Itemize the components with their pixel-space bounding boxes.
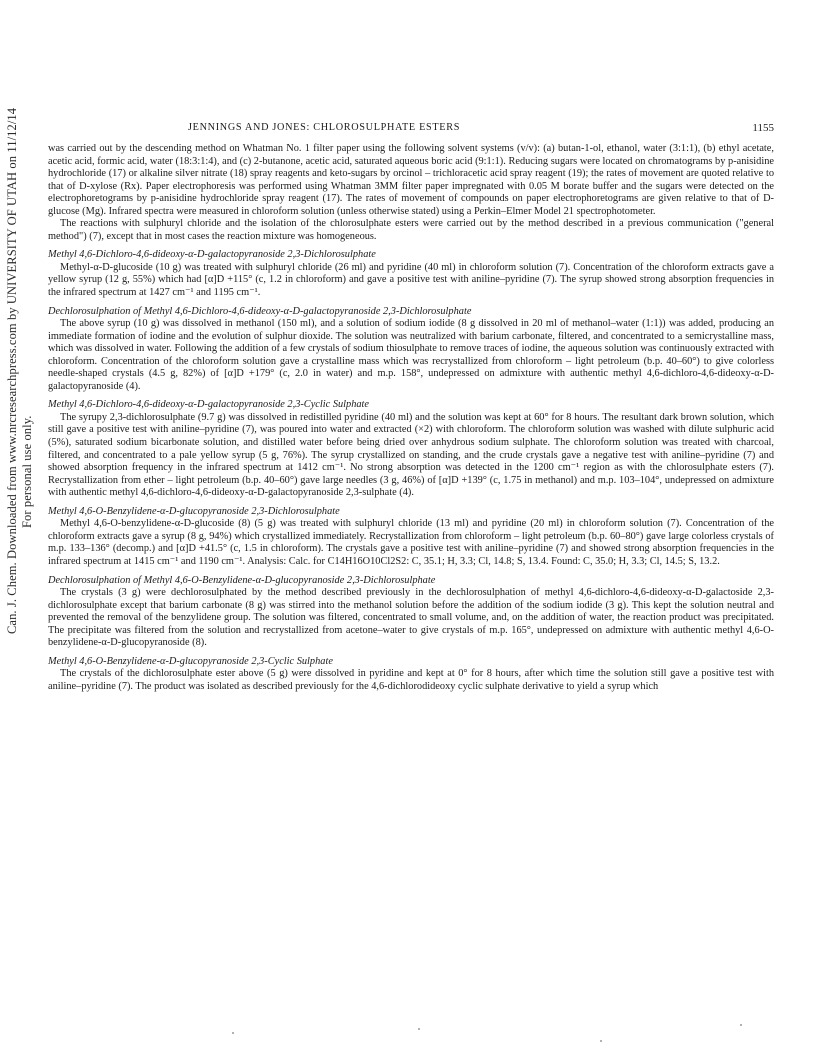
section-dechlorosulphation-galacto	[48, 306, 774, 394]
section-dechlorosulphation-benzylidene	[48, 575, 774, 650]
intro-paragraph-1: was carried out by the descending method on Whatman No. 1 filter paper using the following solvent systems (v/v): (a) butan-1-ol, ethanol, water (3:1:1), (b) ethyl acetate, acetic acid, formic acid, water (18:3:1:4), and (c) 2-butanone, acetic acid, saturated aqueous boric acid (9:1:1). Reducing sugars were located on chromatograms by p-anisidine hydrochloride (17) or alkaline silver nitrate (18) spray reagents and keto-sugars by orcinol – trichloracetic acid spray reagent (19); the rates of movement are quoted relative to that of D-xylose (Rx). Paper electrophoresis was performed using Whatman 3MM filter paper impregnated with 0.05 M borate buffer and the sugars were detected on the electrophoretograms by p-anisidine hydrochloride spray reagent (17). The rates of movement of compounds on paper electrophoretograms are given relative to that of D-glucose (Mg). Infrared spectra were measured in chloroform solution (unless otherwise stated) using a Perkin–Elmer Model 21 spectrophotometer.	[48, 143, 774, 217]
page-number: 1155	[752, 122, 774, 134]
article-body	[48, 143, 774, 693]
scan-speck	[740, 1024, 742, 1026]
section-cyclic-sulphate-galacto	[48, 399, 774, 499]
section-dichlorosulphate-benzylidene	[48, 506, 774, 569]
section-title: Methyl 4,6-Dichloro-4,6-dideoxy-α-D-galactopyranoside 2,3-Cyclic Sulphate	[48, 399, 370, 411]
section-title: Methyl 4,6-O-Benzylidene-α-D-glucopyranoside 2,3-Cyclic Sulphate	[48, 655, 333, 667]
scan-speck	[600, 1040, 602, 1042]
section-text: Methyl 4,6-O-benzylidene-α-D-glucoside (8) (5 g) was treated with sulphuryl chloride (13 ml) and pyridine (20 ml) in chloroform solution (7). Concentration of the chloroform extracts gave a syrup (8 g, 94%) which crystallized immediately. Recrystallization from chloroform – light petroleum (b.p. 60–80°) gave large colorless crystals of m.p. 133–136° (decomp.) and [α]D +41.5° (c, 1.5 in chloroform). The crystals gave a positive test with aniline–pyridine (7) and showed strong absorption frequencies in the infrared spectrum at 1415 cm⁻¹ and 1190 cm⁻¹. Analysis: Calc. for C14H16O10Cl2S2: C, 35.1; H, 3.3; Cl, 14.8; S, 13.4. Found: C, 35.0; H, 3.3; Cl, 14.5; S, 13.2.	[48, 518, 774, 567]
section-text: The syrupy 2,3-dichlorosulphate (9.7 g) was dissolved in redistilled pyridine (40 ml) and the solution was kept at 60° for 8 hours. The resultant dark brown solution, which still gave a positive test with aniline–pyridine (7), was poured into water and extracted (×2) with chloroform. The chloroform solution was washed with dilute sulphuric acid (5%), saturated sodium bicarbonate solution, and distilled water before being dried over anhydrous sodium sulphate. The chloroform solution was treated with charcoal, filtered, and concentrated to a pale yellow syrup (5 g, 76%). The syrup crystallized on standing, and the crude crystals gave a negative test with aniline–pyridine (7) and showed absorption frequency in the infrared spectrum at 1412 cm⁻¹. No strong absorption was detected in the 1200 cm⁻¹ region as with the chlorosulphate esters (7). Recrystallization from ether – light petroleum (b.p. 40–60°) gave large needles (3 g, 46%) of [α]D +139° (c, 1.75 in methanol) and m.p. 103–104°, undepressed on admixture with authentic methyl 4,6-dichloro-4,6-dideoxy-α-D-galactopyranoside 2,3-sulphate (4).	[48, 411, 774, 499]
running-head: JENNINGS AND JONES: CHLOROSULPHATE ESTERS	[188, 122, 461, 133]
scan-speck	[418, 1028, 420, 1030]
section-text: The crystals (3 g) were dechlorosulphated by the method described previously in the dechlorosulphation of methyl 4,6-dichloro-4,6-dideoxy-α-D-galactoside 2,3-dichlorosulphate except that barium carbonate (8 g) was stirred into the methanol solution before the addition of the sodium iodide (3 g). This kept the solution neutral and prevented the removal of the benzylidene group. The solution was filtered, concentrated to small volume, and, on the addition of water, the reaction product was precipitated. The precipitate was filtered from the solution and recrystallized from acetone–water to give crystals of m.p. 165°, undepressed on admixture with authentic methyl 4,6-O-benzylidene-α-D-glucopyranoside (8).	[48, 587, 774, 649]
section-cyclic-sulphate-benzylidene	[48, 656, 774, 694]
section-text: Methyl-α-D-glucoside (10 g) was treated with sulphuryl chloride (26 ml) and pyridine (40 ml) in chloroform solution (7). Concentration of the chloroform extracts gave a yellow syrup (12 g, 55%) which had [α]D +115° (c, 1.2 in chloroform) and gave a positive test with aniline–pyridine (7). The syrup showed strong absorption frequencies in the infrared spectrum at 1427 cm⁻¹ and 1195 cm⁻¹.	[48, 261, 774, 299]
section-text: The above syrup (10 g) was dissolved in methanol (150 ml), and a solution of sodium iodide (8 g dissolved in 20 ml of methanol–water (1:1)) was added, producing an immediate formation of iodine and the evolution of sulphur dioxide. The solution was neutralized with barium carbonate, filtered, and concentrated to a semicrystalline mass, which was dissolved in water. Following the addition of a few crystals of sodium thiosulphate to remove traces of iodine, the aqueous solution was continuously extracted with chloroform. Concentration of the chloroform solution gave a crystalline mass which was recrystallized from chloroform – light petroleum (b.p. 40–60°) to give colorless needle-shaped crystals (4.5 g, 82%) of [α]D +179° (c, 2.0 in water) and m.p. 158°, undepressed on admixture with authentic methyl 4,6-dichloro-4,6-dideoxy-α-D-galactopyranoside (4).	[48, 318, 774, 392]
download-watermark	[0, 0, 40, 1056]
section-title: Methyl 4,6-Dichloro-4,6-dideoxy-α-D-galactopyranoside 2,3-Dichlorosulphate	[48, 249, 376, 261]
scan-specks	[0, 1010, 815, 1050]
watermark-line-1: Can. J. Chem. Downloaded from www.nrcresearchpress.com by UNIVERSITY OF UTAH on 11/12/14	[5, 107, 19, 634]
section-dichlorosulphate-galacto	[48, 249, 774, 299]
watermark-line-2: For personal use only.	[20, 415, 34, 528]
scan-speck	[232, 1032, 234, 1034]
intro-paragraph-2: The reactions with sulphuryl chloride and the isolation of the chlorosulphate esters were carried out by the method described in a previous communication ("general method") (7), except that in most cases the reaction mixture was homogeneous.	[48, 218, 774, 242]
section-title: Dechlorosulphation of Methyl 4,6-O-Benzylidene-α-D-glucopyranoside 2,3-Dichlorosulphate	[48, 574, 436, 586]
section-title: Dechlorosulphation of Methyl 4,6-Dichloro-4,6-dideoxy-α-D-galactopyranoside 2,3-Dichlorosulphate	[48, 305, 472, 317]
section-title: Methyl 4,6-O-Benzylidene-α-D-glucopyranoside 2,3-Dichlorosulphate	[48, 505, 340, 517]
section-text: The crystals of the dichlorosulphate ester above (5 g) were dissolved in pyridine and kept at 0° for 8 hours, after which time the solution still gave a positive test with aniline–pyridine (7). The product was isolated as described previously for the 4,6-dichlorodideoxy cyclic sulphate derivative to yield a syrup which	[48, 668, 774, 692]
